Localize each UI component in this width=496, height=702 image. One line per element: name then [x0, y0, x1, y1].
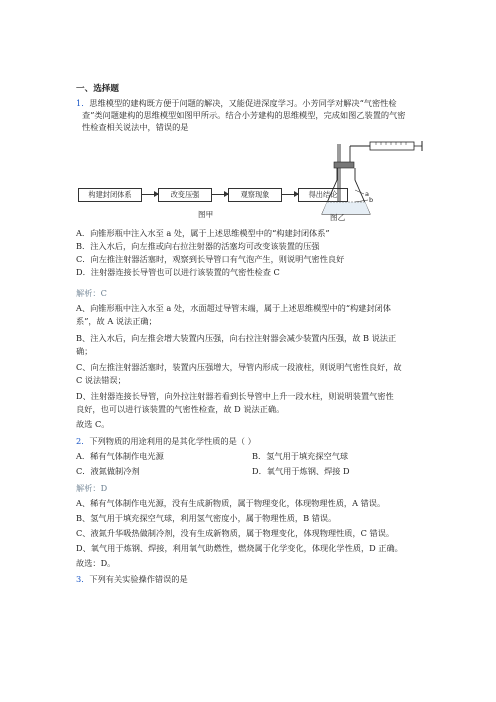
section-title: 一、选择题 — [76, 84, 119, 94]
q1-analysis-line-1: A、向锥形瓶中注入水至 a 处，水面超过导管末端，属于上述思维模型中的“构建封闭体 — [76, 303, 391, 313]
q1-analysis-line-7: D、注射器连接长导管，向外拉注射器若看到长导管中上升一段水柱，则说明装置气密性 — [76, 391, 394, 401]
q1-analysis-line-8: 良好，也可以进行该装置的气密性检查，故 D 说法正确。 — [76, 404, 285, 414]
question-1-line-1: 1．思维模型的建构既方便于问题的解决，又能促进深度学习。小芳同学对解决“气密性检 — [76, 98, 397, 108]
q1-analysis-line-3: B、注入水后，向左推会增大装置内压强，向右拉注射器会减少装置内压强，故 B 说法正 — [76, 333, 397, 343]
apparatus-diagram — [318, 138, 428, 220]
question-1-option-d: D．注射器连接长导管也可以进行该装置的气密性检查 C — [76, 267, 280, 277]
question-3-number: 3． — [76, 574, 90, 584]
flow-arrow-2 — [212, 194, 228, 195]
question-1-option-b: B．注入水后，向左推或向右拉注射器的活塞均可改变该装置的压强 — [76, 241, 320, 251]
q1-analysis-line-2: 系”，故 A 说法正确； — [76, 316, 157, 326]
question-2-option-a: A．稀有气体制作电光源 — [76, 451, 164, 461]
flow-step-3: 观察现象 — [228, 188, 282, 202]
figure-a-caption: 图甲 — [198, 210, 214, 219]
question-2-option-d: D．氧气用于炼钢、焊接 D — [252, 466, 350, 476]
q2-analysis-line-3: C、液氮升华吸热做制冷剂，没有生成新物质，属于物理变化，体现物理性质，C 错误。 — [76, 528, 395, 538]
flow-arrow-3 — [282, 194, 298, 195]
question-1-option-c: C．向左推注射器活塞时，观察到长导管口有气泡产生，则说明气密性良好 — [76, 254, 345, 264]
question-2-option-c: C．液氮做制冷剂 — [76, 466, 140, 476]
q2-analysis-line-2: B、氢气用于填充探空气球，利用氢气密度小，属于物理性质，B 错误。 — [76, 513, 337, 523]
q1-analysis-line-4: 确； — [76, 346, 93, 356]
q2-analysis-line-4: D、氧气用于炼钢、焊接，利用氧气助燃性，燃烧属于化学变化，体现化学性质，D 正确。 — [76, 543, 403, 553]
question-3-stem: 3．下列有关实验操作错误的是 — [76, 574, 188, 584]
question-2-stem: 2．下列物质的用途利用的是其化学性质的是（ ） — [76, 436, 256, 446]
q2-analysis-line-1: A、稀有气体制作电光源，没有生成新物质，属于物理变化，体现物理性质，A 错误。 — [76, 498, 386, 508]
flow-step-1: 构建封闭体系 — [78, 188, 142, 202]
question-1-line-3: 性检查相关说法中，错误的是 — [82, 122, 189, 132]
flow-step-2: 改变压强 — [158, 188, 212, 202]
q1-analysis-line-5: C、向左推注射器活塞时，装置内压强增大，导管内形成一段液柱，则说明气密性良好，故 — [76, 362, 402, 372]
q1-analysis-line-9: 故选 C。 — [76, 419, 110, 429]
label-a: a — [365, 190, 369, 198]
question-1-option-a: A．向锥形瓶中注入水至 a 处，属于上述思维模型中的“构建封闭体系” — [76, 228, 330, 238]
flow-step-4: 得出结论 — [298, 188, 348, 202]
question-1-answer: 解析：C — [76, 288, 107, 298]
q1-analysis-line-6: C 说法错误； — [76, 375, 126, 385]
q2-analysis-line-5: 故选：D。 — [76, 558, 116, 568]
figure-b-caption: 图乙 — [330, 213, 346, 222]
question-1-number: 1． — [76, 98, 90, 108]
question-2-option-b: B．氢气用于填充探空气球 — [252, 451, 349, 461]
question-2-number: 2． — [76, 436, 90, 446]
question-1-line-2: 查”类问题建构的思维模型如图甲所示。结合小芳建构的思维模型，完成如图乙装置的气密 — [82, 110, 406, 120]
label-b: b — [369, 196, 374, 204]
flow-arrow-1 — [142, 194, 158, 195]
question-2-answer: 解析：D — [76, 483, 108, 493]
